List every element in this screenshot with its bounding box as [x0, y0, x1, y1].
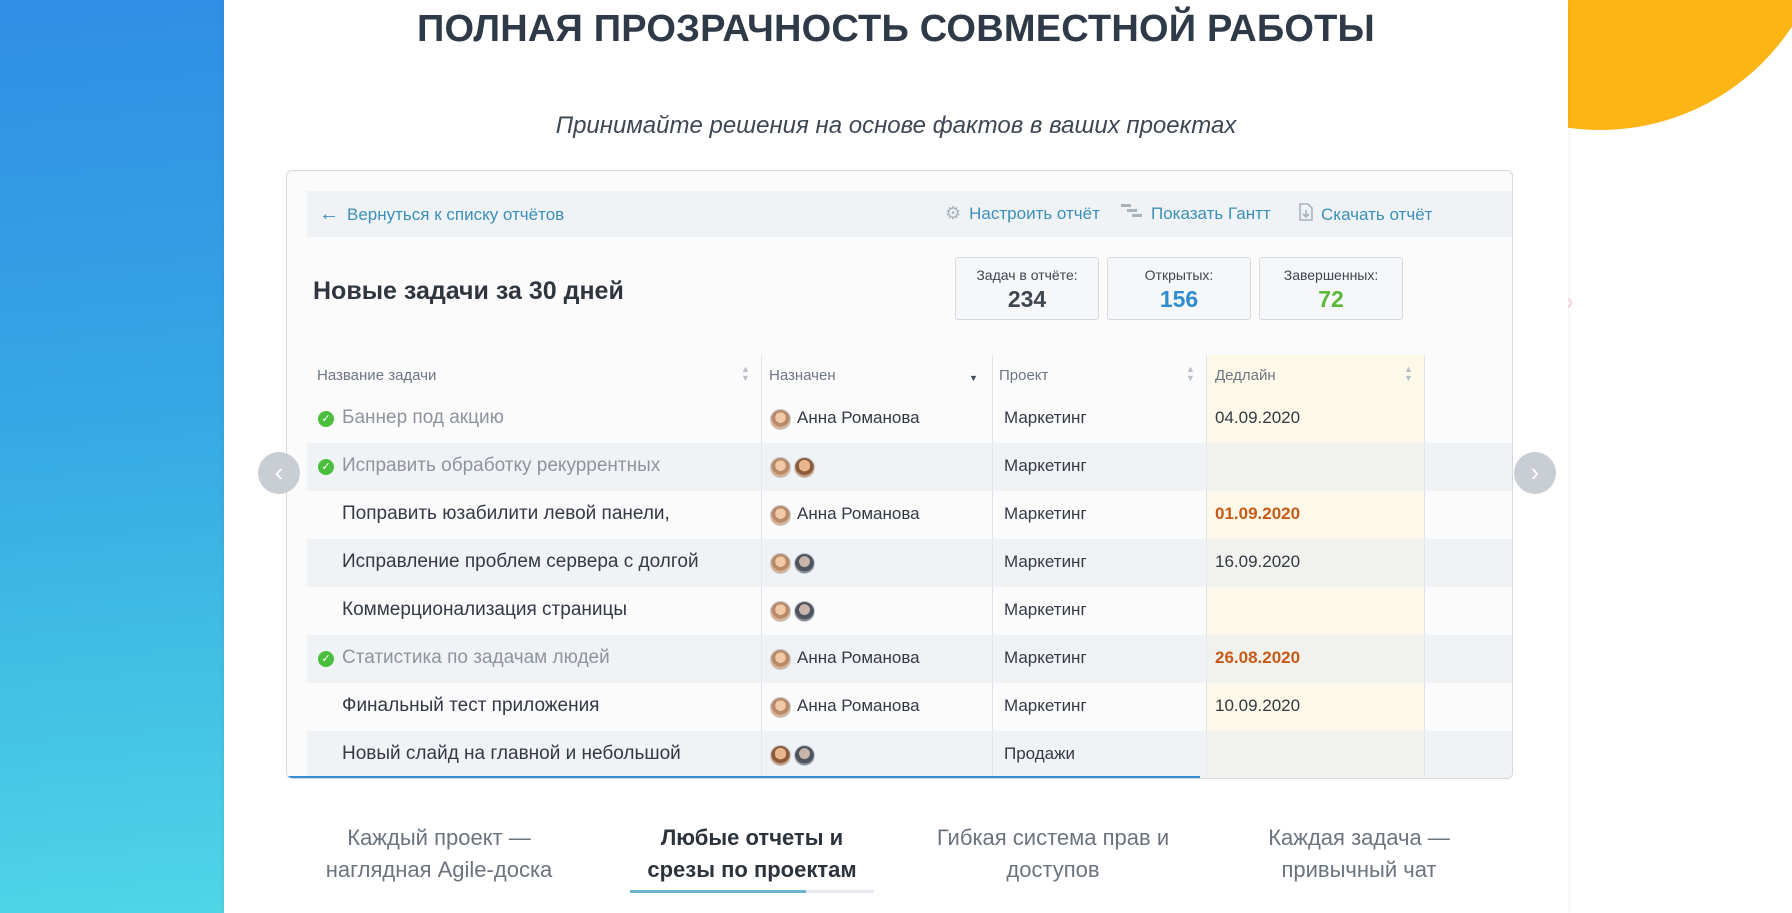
back-link-label: Вернуться к списку отчётов [347, 204, 565, 224]
task-name[interactable]: Финальный тест приложения [342, 695, 600, 716]
table-row[interactable] [307, 683, 1513, 731]
table-row[interactable] [307, 635, 1513, 683]
deadline-date: 16.09.2020 [1215, 552, 1301, 571]
table-row[interactable] [307, 539, 1513, 587]
deadline-date: 04.09.2020 [1215, 408, 1301, 427]
table-row[interactable] [307, 587, 1513, 635]
prev-slide-button[interactable] [258, 452, 300, 494]
deadline-date: 10.09.2020 [1215, 696, 1301, 715]
stat-completed-label: Завершенных: [1283, 267, 1379, 283]
column-header-deadline[interactable]: Дедлайн [1215, 367, 1276, 384]
project-name: Маркетинг [1004, 456, 1087, 475]
task-name[interactable]: Исправление проблем сервера с долгой [342, 551, 699, 572]
download-label: Скачать отчёт [1321, 204, 1433, 224]
task-name[interactable]: Статистика по задачам людей [342, 647, 610, 668]
avatar [770, 457, 791, 478]
feature-tab-line1: Любые отчеты и [660, 825, 844, 850]
gantt-label: Показать Гантт [1151, 203, 1271, 223]
column-header-task[interactable]: Название задачи [317, 367, 437, 384]
project-name: Маркетинг [1004, 648, 1087, 667]
download-report-button[interactable] [1299, 203, 1432, 226]
right-background [1568, 0, 1792, 913]
download-file-icon [1299, 203, 1313, 226]
project-name: Маркетинг [1004, 696, 1087, 715]
feature-tab-line1: Каждая задача — [1268, 825, 1450, 850]
avatar [770, 409, 791, 430]
report-title: Новые задачи за 30 дней [313, 277, 624, 305]
avatar [770, 505, 791, 526]
avatar [770, 649, 791, 670]
page-title: ПОЛНАЯ ПРОЗРАЧНОСТЬ СОВМЕСТНОЙ РАБОТЫ [417, 8, 1375, 50]
avatar [794, 553, 815, 574]
gantt-icon [1121, 203, 1143, 224]
assignee-name: Анна Романова [797, 408, 920, 427]
feature-tab-line2: привычный чат [1281, 857, 1437, 882]
page-subtitle: Принимайте решения на основе фактов в ваших проектах [555, 112, 1237, 139]
avatar [794, 745, 815, 766]
feature-tab-line1: Гибкая система прав и [936, 825, 1170, 850]
feature-tab-active-indicator [630, 890, 806, 893]
avatar [794, 457, 815, 478]
completed-check-icon: ✓ [318, 459, 334, 475]
task-name[interactable]: Исправить обработку рекуррентных [342, 455, 661, 476]
feature-tab-line2: наглядная Agile-доска [325, 857, 553, 882]
stat-completed [1259, 257, 1403, 320]
avatar [794, 601, 815, 622]
feature-tab-permissions[interactable] [910, 822, 1196, 886]
report-toolbar [307, 191, 1513, 237]
show-gantt-button[interactable] [1121, 203, 1271, 224]
stat-total-value: 234 [1007, 286, 1047, 312]
avatar [770, 745, 791, 766]
feature-tab-chat[interactable] [1224, 822, 1494, 886]
feature-tab-reports[interactable] [614, 822, 890, 886]
project-name: Маркетинг [1004, 600, 1087, 619]
project-name: Продажи [1004, 744, 1075, 763]
sort-icon[interactable]: ▲ ▼ [1404, 364, 1413, 383]
feature-tab-line2: доступов [1006, 857, 1100, 882]
avatar [770, 697, 791, 718]
table-row[interactable] [307, 395, 1513, 443]
avatar [770, 601, 791, 622]
stat-open [1107, 257, 1251, 320]
deadline-date-overdue: 01.09.2020 [1215, 504, 1301, 523]
sort-icon[interactable]: ▲ ▼ [1186, 364, 1195, 383]
arrow-left-icon: ← [319, 203, 339, 225]
report-window [286, 170, 1513, 779]
stat-open-value: 156 [1159, 286, 1199, 312]
column-header-project[interactable]: Проект [999, 367, 1049, 384]
decor-ring-small [1568, 298, 1572, 308]
table-row[interactable] [307, 443, 1513, 491]
next-slide-button[interactable] [1514, 452, 1556, 494]
project-name: Маркетинг [1004, 408, 1087, 427]
column-header-assignee[interactable]: Назначен [769, 367, 836, 384]
task-name[interactable]: Поправить юзабилити левой панели, [342, 503, 670, 524]
project-name: Маркетинг [1004, 552, 1087, 571]
assignee-name: Анна Романова [797, 696, 920, 715]
back-to-reports-link[interactable] [319, 203, 564, 226]
assignee-name: Анна Романова [797, 504, 920, 523]
configure-label: Настроить отчёт [969, 203, 1100, 223]
completed-check-icon: ✓ [318, 651, 334, 667]
project-name: Маркетинг [1004, 504, 1087, 523]
table-row[interactable] [307, 491, 1513, 539]
feature-tab-line2: срезы по проектам [647, 857, 857, 882]
task-name[interactable]: Коммерционализация страницы [342, 599, 628, 620]
content-page [224, 0, 1568, 913]
task-name[interactable]: Новый слайд на главной и небольшой [342, 743, 681, 764]
stat-total [955, 257, 1099, 320]
left-gradient-background [0, 0, 224, 913]
stat-open-label: Открытых: [1144, 267, 1214, 283]
report-scroll-progress [287, 776, 1200, 779]
feature-tab-agile[interactable] [304, 822, 574, 886]
configure-report-button[interactable] [945, 203, 1100, 224]
sort-icon[interactable]: ▲ ▼ [741, 364, 750, 383]
assignee-name: Анна Романова [797, 648, 920, 667]
table-row[interactable] [307, 731, 1513, 779]
feature-tab-line1: Каждый проект — [347, 825, 531, 850]
task-name[interactable]: Баннер под акцию [342, 407, 504, 428]
stat-completed-value: 72 [1318, 286, 1344, 312]
sort-active-icon[interactable]: ▼ [969, 373, 978, 383]
stat-total-label: Задач в отчёте: [976, 267, 1078, 283]
gear-icon: ⚙ [945, 203, 962, 223]
avatar [770, 553, 791, 574]
chevron-left-icon: ‹ [274, 457, 284, 487]
deadline-date-overdue: 26.08.2020 [1215, 648, 1301, 667]
chevron-right-icon: › [1530, 457, 1540, 487]
completed-check-icon: ✓ [318, 411, 334, 427]
